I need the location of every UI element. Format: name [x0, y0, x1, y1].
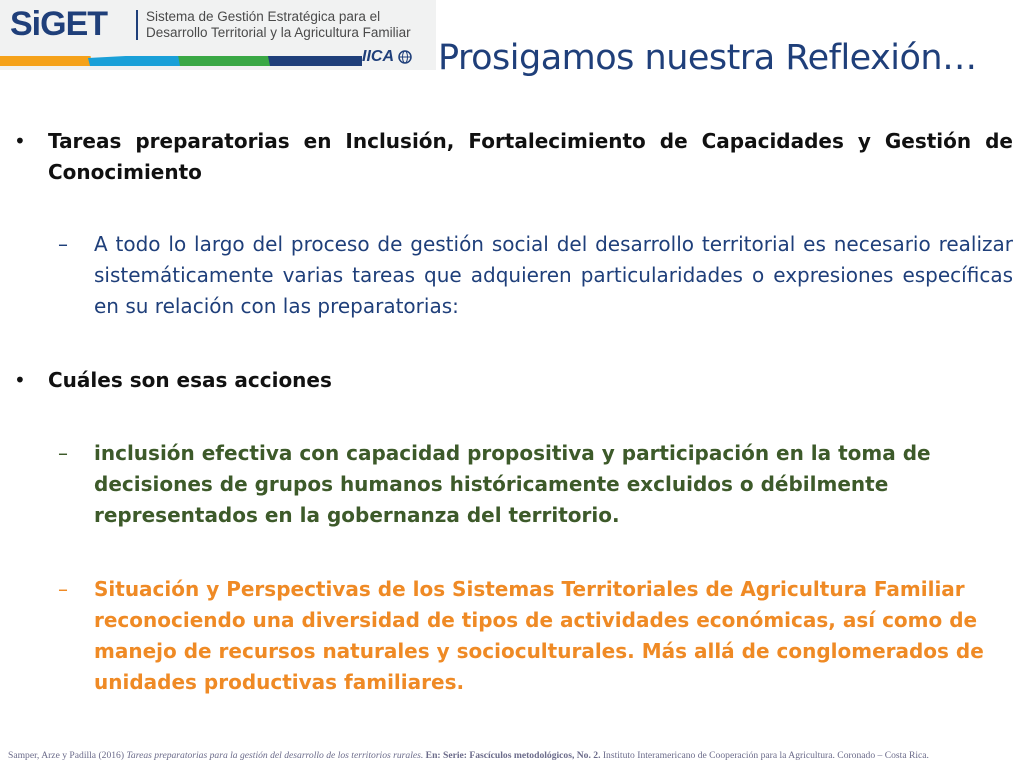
footer-authors: Samper, Arze y Padilla (2016) — [8, 750, 127, 761]
bullet-marker: • — [14, 129, 26, 153]
footer-series: En: Serie: Fascículos metodológicos, No. 2. — [423, 750, 601, 761]
iica-logo: IICA — [362, 48, 394, 65]
logo-tagline-line1: Sistema de Gestión Estratégica para el — [146, 9, 381, 24]
bullet-heading-tareas: Tareas preparatorias en Inclusión, Fortalecimiento de Capacidades y Gestión de Conocimiento — [48, 129, 1013, 184]
slide-title: Prosigamos nuestra Reflexión… — [438, 38, 977, 78]
logo-tagline-line2: Desarrollo Territorial y la Agricultura Familiar — [146, 25, 411, 40]
bullet-heading-acciones: Cuáles son esas acciones — [48, 368, 332, 392]
siget-logo: SiGET — [10, 5, 108, 43]
footer-citation — [8, 750, 1018, 761]
footer-work-title: Tareas preparatorias para la gestión del desarrollo de los territorios rurales. — [126, 750, 424, 761]
header-banner — [0, 0, 436, 70]
subpoint-proceso: A todo lo largo del proceso de gestión social del desarrollo territorial es necesario realizar sistemáticamente varias tareas que adquieren particularidades o expresiones específicas en su relación con las preparatorias: — [94, 232, 1013, 318]
globe-icon — [398, 50, 412, 64]
dash-marker: – — [58, 577, 68, 601]
logo-tagline — [146, 9, 431, 41]
dash-marker: – — [58, 441, 68, 465]
subpoint-situacion: Situación y Perspectivas de los Sistemas Territoriales de Agricultura Familiar reconociendo una diversidad de tipos de actividades económicas, así como de manejo de recursos naturales y socioculturales. Más allá de conglomerados de unidades productivas familiares. — [94, 577, 984, 694]
subpoint-inclusion: inclusión efectiva con capacidad propositiva y participación en la toma de decisiones de grupos humanos históricamente excluidos o débilmente representados en la gobernanza del territorio. — [94, 441, 931, 527]
logo-divider — [136, 10, 138, 40]
bullet-marker: • — [14, 368, 26, 392]
dash-marker: – — [58, 232, 68, 256]
color-stripe-graphic — [0, 50, 362, 66]
footer-publisher: Instituto Interamericano de Cooperación para la Agricultura. Coronado – Costa Rica. — [600, 750, 929, 761]
